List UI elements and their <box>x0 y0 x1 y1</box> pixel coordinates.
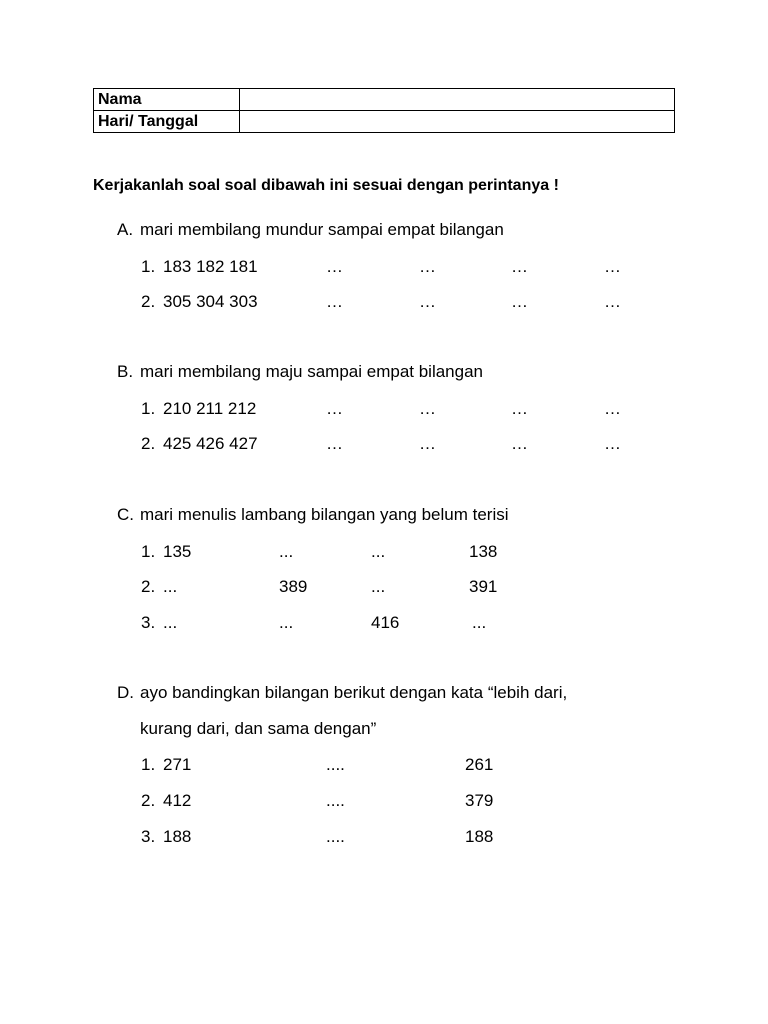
section-a-title: mari membilang mundur sampai empat bilangan <box>140 220 504 239</box>
section-d-title: ayo bandingkan bilangan berikut dengan kata “lebih dari, <box>140 683 568 702</box>
item-number: 2. <box>141 791 156 810</box>
item-cell-3: … <box>419 292 436 311</box>
item-cell-1: 305 304 303 <box>163 292 258 311</box>
item-cell-3: 188 <box>465 827 494 846</box>
item-cell-4: 138 <box>469 542 498 561</box>
item-cell-2: ... <box>279 542 294 561</box>
item-cell-3: … <box>419 434 436 453</box>
item-cell-1: 210 211 212 <box>163 399 257 418</box>
section-b-title: mari membilang maju sampai empat bilangan <box>140 362 483 381</box>
item-cell-4: … <box>511 434 528 453</box>
item-number: 2. <box>141 292 156 311</box>
item-cell-4: … <box>511 399 528 418</box>
item-number: 2. <box>141 577 156 596</box>
section-b-heading <box>117 361 483 383</box>
item-number: 2. <box>141 434 156 453</box>
item-cell-3: 379 <box>465 791 494 810</box>
item-cell-4: 391 <box>469 577 498 596</box>
item-cell-2: … <box>326 257 343 276</box>
item-cell-1: 412 <box>163 791 192 810</box>
item-number: 3. <box>141 827 156 846</box>
item-cell-4: … <box>511 257 528 276</box>
info-row-name <box>94 89 675 111</box>
item-cell-5: … <box>604 292 621 311</box>
item-number: 1. <box>141 542 156 561</box>
item-cell-2: .... <box>326 791 345 810</box>
item-cell-3: ... <box>371 542 386 561</box>
item-cell-5: … <box>604 434 621 453</box>
item-cell-4: … <box>511 292 528 311</box>
item-number: 1. <box>141 755 156 774</box>
item-cell-3: ... <box>371 577 386 596</box>
section-c-title: mari menulis lambang bilangan yang belum terisi <box>140 505 509 524</box>
item-cell-1: ... <box>163 577 178 596</box>
item-cell-2: ... <box>279 613 294 632</box>
item-cell-2: 389 <box>279 577 308 596</box>
section-d-letter: D. <box>117 683 134 702</box>
item-cell-1: 188 <box>163 827 192 846</box>
item-cell-1: 425 426 427 <box>163 434 258 453</box>
item-cell-3: … <box>419 399 436 418</box>
item-cell-5: … <box>604 399 621 418</box>
item-cell-3: 261 <box>465 755 494 774</box>
item-cell-2: .... <box>326 827 345 846</box>
item-cell-2: … <box>326 292 343 311</box>
item-cell-2: … <box>326 399 343 418</box>
section-c-letter: C. <box>117 505 134 524</box>
item-cell-1: 135 <box>163 542 192 561</box>
item-cell-3: 416 <box>371 613 400 632</box>
student-info-table <box>93 88 675 133</box>
info-row-date <box>94 111 675 133</box>
section-a-heading <box>117 219 504 241</box>
item-cell-1: ... <box>163 613 178 632</box>
name-label: Nama <box>94 89 240 111</box>
item-number: 1. <box>141 399 156 418</box>
section-c-heading <box>117 504 509 526</box>
item-cell-3: … <box>419 257 436 276</box>
item-number: 3. <box>141 613 156 632</box>
date-field[interactable] <box>240 111 675 133</box>
item-cell-2: … <box>326 434 343 453</box>
section-a-letter: A. <box>117 220 134 239</box>
instruction-text: Kerjakanlah soal soal dibawah ini sesuai dengan perintanya ! <box>93 177 559 194</box>
name-field[interactable] <box>240 89 675 111</box>
item-number: 1. <box>141 257 156 276</box>
item-cell-2: .... <box>326 755 345 774</box>
section-b-letter: B. <box>117 362 134 381</box>
item-cell-1: 271 <box>163 755 192 774</box>
section-d-heading <box>117 682 567 740</box>
item-cell-5: … <box>604 257 621 276</box>
item-cell-4: ... <box>472 613 487 632</box>
item-cell-1: 183 182 181 <box>163 257 258 276</box>
date-label: Hari/ Tanggal <box>94 111 240 133</box>
section-d-title-continued: kurang dari, dan sama dengan” <box>140 719 377 738</box>
